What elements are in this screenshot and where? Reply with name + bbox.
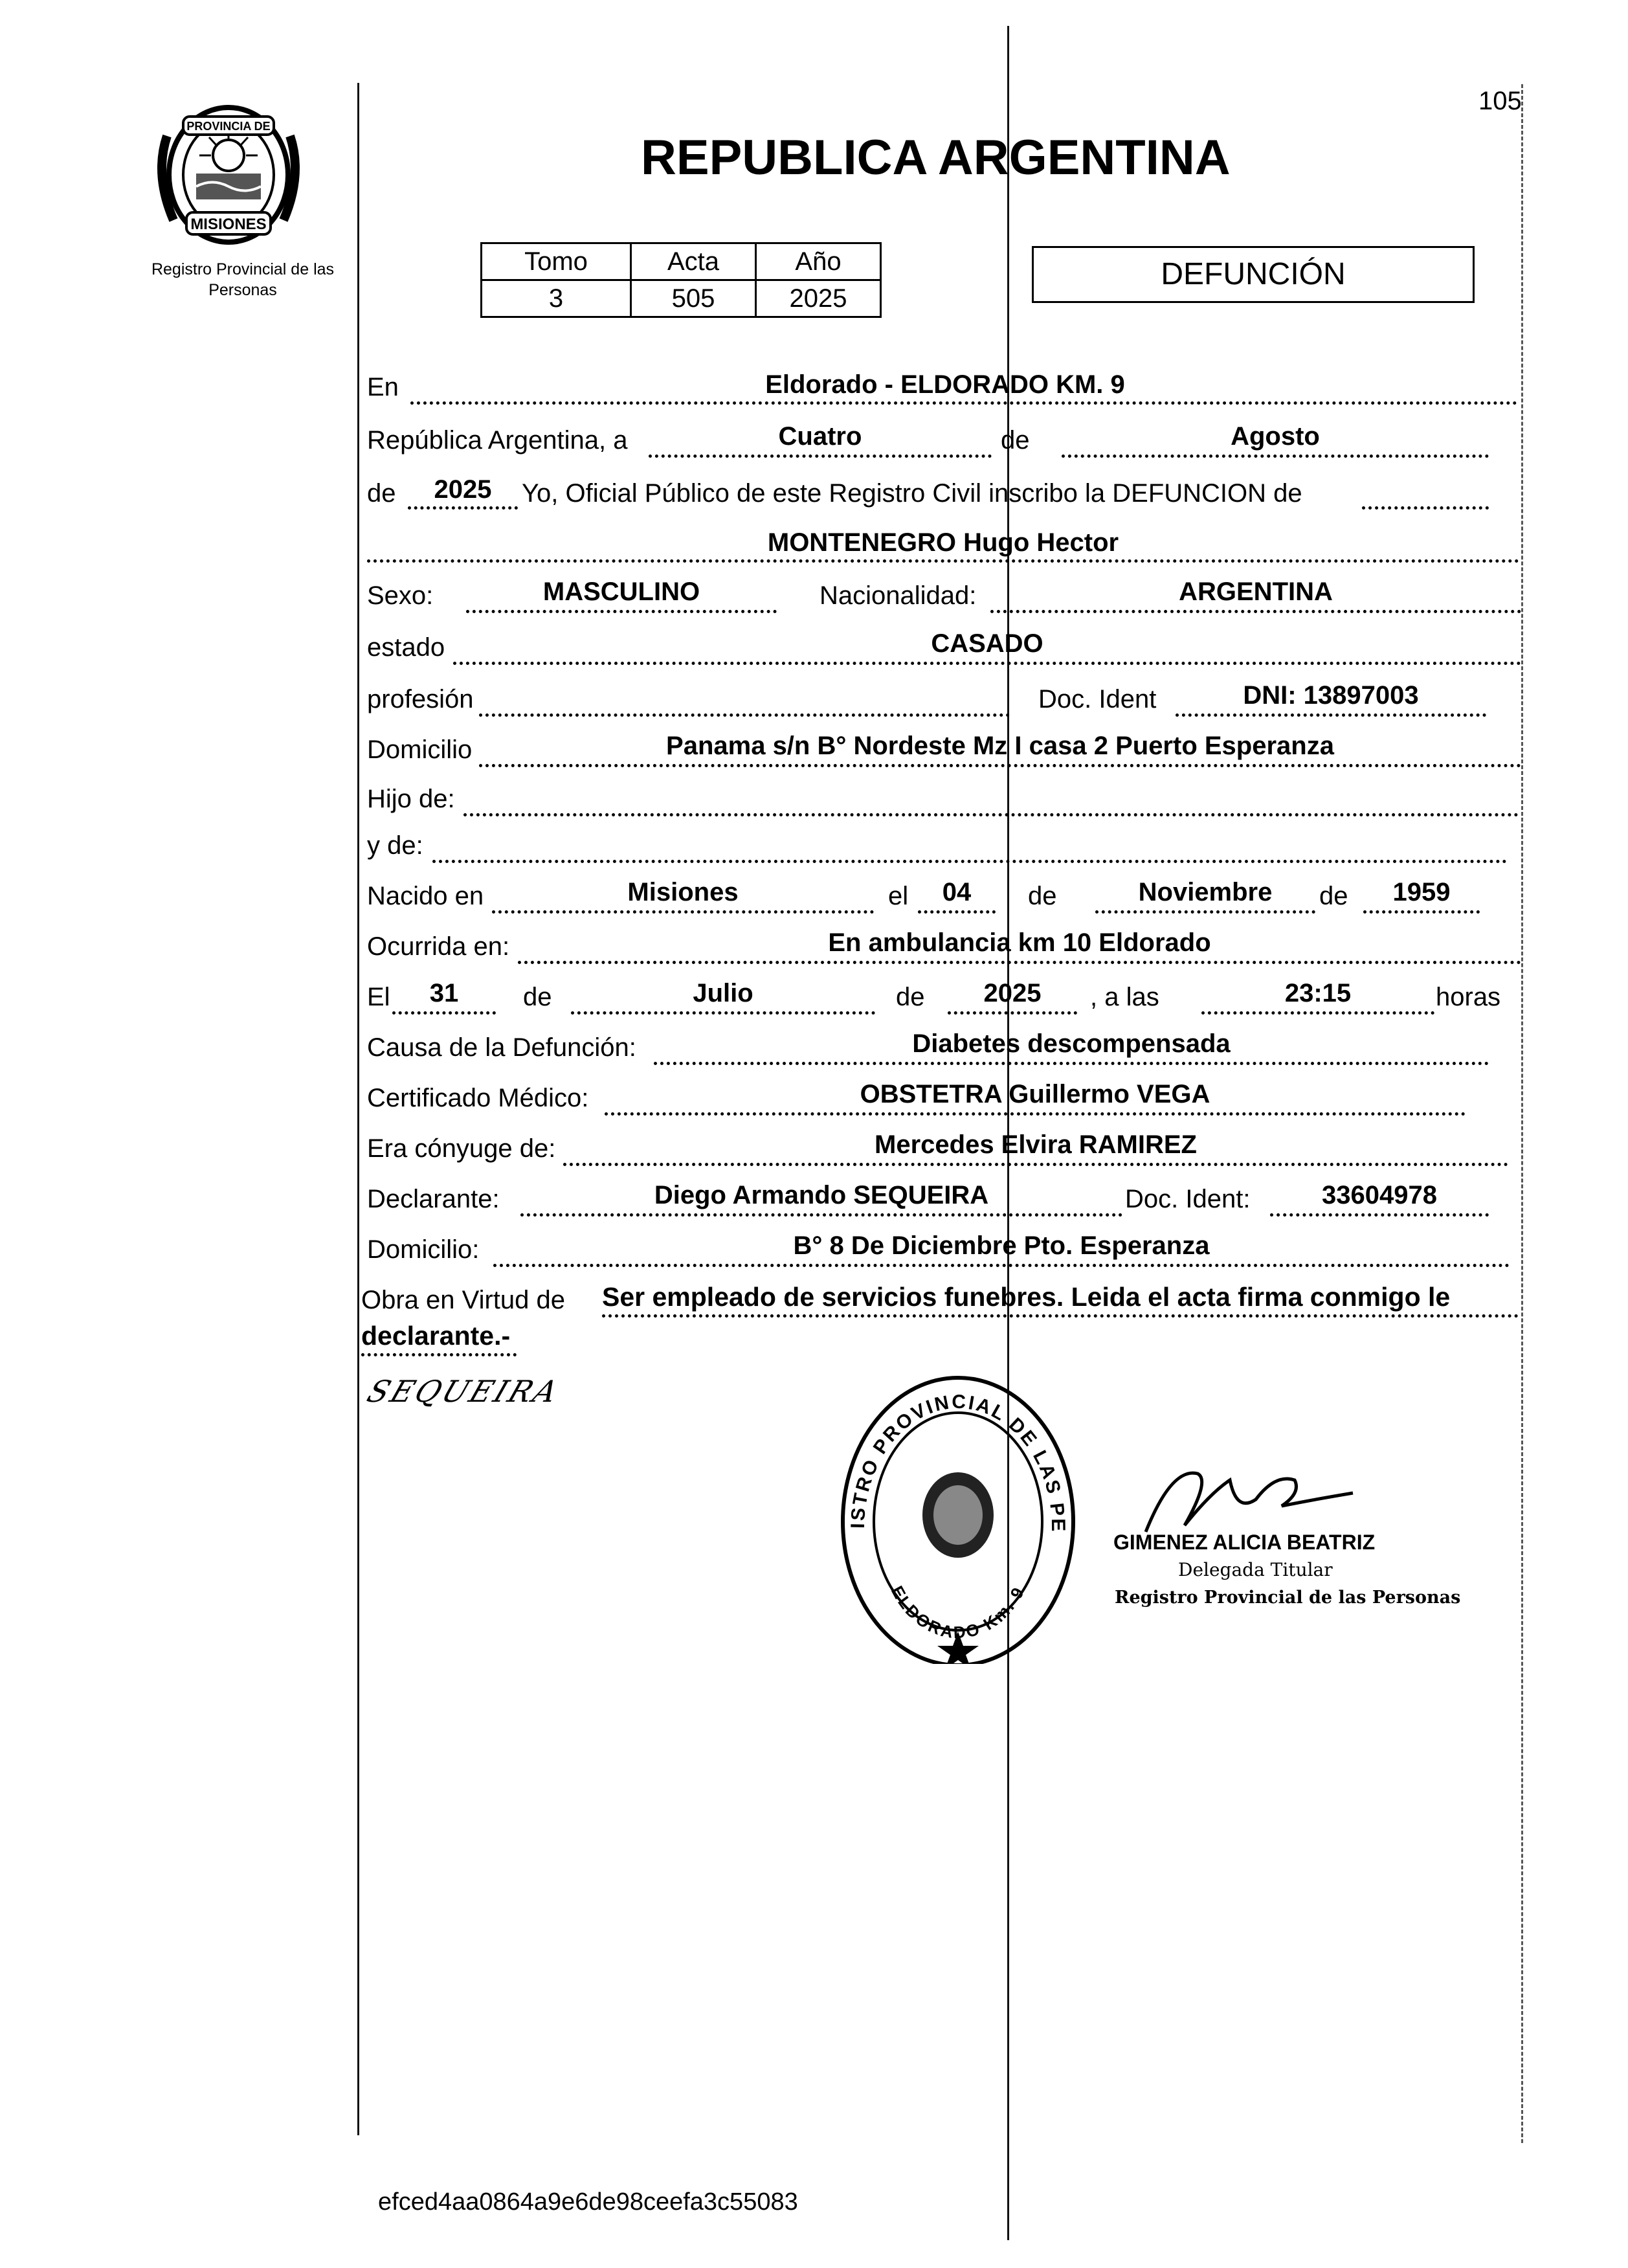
doc: DNI: 13897003	[1243, 681, 1419, 710]
estado-line	[453, 662, 1521, 665]
death-month: Julio	[693, 979, 753, 1007]
year-line	[408, 506, 518, 510]
crest-text-bottom: MISIONES	[190, 216, 267, 233]
profesion-line	[479, 713, 1010, 717]
month-line	[1062, 455, 1489, 458]
domicilio-label: Domicilio	[367, 735, 473, 764]
declarante-label: Declarante:	[367, 1185, 500, 1213]
record-type: DEFUNCIÓN	[1032, 246, 1475, 303]
stamp-text-bottom: ELDORADO Km. 9	[887, 1582, 1029, 1643]
nacionalidad: ARGENTINA	[1179, 578, 1333, 606]
province-crest-icon	[148, 97, 309, 253]
hijo-line	[463, 813, 1519, 816]
causa-line	[654, 1062, 1489, 1065]
nacionalidad-line	[990, 610, 1521, 613]
conyuge-label: Era cónyuge de:	[367, 1134, 556, 1163]
anio-header: Año	[756, 243, 881, 280]
death-year-line	[948, 1011, 1077, 1015]
certificado-label: Certificado Médico:	[367, 1084, 589, 1112]
domicilio2-line	[493, 1264, 1510, 1267]
officer-name: GIMENEZ ALICIA BEATRIZ	[1113, 1531, 1376, 1554]
yde-line	[432, 860, 1507, 863]
causa-label: Causa de la Defunción:	[367, 1033, 636, 1062]
de-label-1: de	[1001, 426, 1030, 455]
death-day: 31	[429, 979, 459, 1007]
el-label-2: El	[367, 983, 390, 1011]
obra-label: Obra en Virtud de	[361, 1286, 566, 1314]
causa: Diabetes descompensada	[912, 1029, 1231, 1058]
statement-line	[1362, 506, 1489, 510]
year-label: de	[367, 479, 396, 508]
estado: CASADO	[931, 629, 1043, 658]
declarant-signature: SEQUEIRA	[362, 1374, 566, 1409]
birth-month: Noviembre	[1138, 878, 1273, 906]
acta-header: Acta	[631, 243, 756, 280]
ocurrida-line	[518, 961, 1521, 964]
nacionalidad-label: Nacionalidad:	[820, 581, 977, 610]
crest-text-top: PROVINCIA DE	[186, 120, 271, 133]
estado-label: estado	[367, 633, 445, 662]
page-number: 105	[1478, 87, 1522, 115]
republic-label: República Argentina, a	[367, 426, 628, 455]
de-label-2: de	[1028, 882, 1057, 910]
yde-label: y de:	[367, 831, 423, 860]
doc2-line	[1270, 1213, 1489, 1217]
day-words-line	[649, 455, 992, 458]
de-label-4: de	[523, 983, 552, 1011]
birth-month-line	[1095, 910, 1315, 914]
document-hash: efced4aa0864a9e6de98ceefa3c55083	[378, 2188, 798, 2216]
birth-year: 1959	[1392, 878, 1451, 906]
conyuge-line	[563, 1163, 1508, 1166]
profesion-label: profesión	[367, 685, 474, 713]
doc2: 33604978	[1322, 1181, 1437, 1209]
declarante: Diego Armando SEQUEIRA	[654, 1181, 989, 1209]
en-line	[410, 401, 1517, 405]
month: Agosto	[1231, 422, 1320, 451]
de-label-5: de	[896, 983, 925, 1011]
page-title: REPUBLICA ARGENTINA	[641, 130, 1231, 185]
death-time-line	[1201, 1011, 1434, 1015]
conyuge: Mercedes Elvira RAMIREZ	[875, 1130, 1197, 1159]
en-value: Eldorado - ELDORADO KM. 9	[765, 370, 1125, 399]
right-margin-line	[1521, 84, 1523, 2143]
official-stamp-icon	[835, 1366, 1081, 1664]
officer-office: Registro Provincial de las Personas	[1115, 1588, 1461, 1608]
obra-dots-2	[361, 1353, 517, 1356]
doc-line	[1176, 713, 1486, 717]
certificado: OBSTETRA Guillermo VEGA	[860, 1080, 1210, 1108]
doc-label: Doc. Ident	[1038, 685, 1157, 713]
obra-line-2: declarante.-	[361, 1321, 511, 1351]
sexo-label: Sexo:	[367, 581, 434, 610]
declarante-line	[520, 1213, 1122, 1217]
obra-line-1: Ser empleado de servicios funebres. Leida el acta firma conmigo le	[602, 1282, 1451, 1312]
acta-value: 505	[631, 280, 756, 317]
anio-value: 2025	[756, 280, 881, 317]
en-label: En	[367, 373, 399, 401]
death-month-line	[571, 1011, 875, 1015]
obra-dots-1	[602, 1314, 1519, 1318]
deceased-name-line	[367, 559, 1519, 563]
domicilio: Panama s/n B° Nordeste Mz I casa 2 Puerto Esperanza	[666, 732, 1334, 760]
birth-day: 04	[942, 878, 972, 906]
death-day-line	[392, 1011, 496, 1015]
birth-year-line	[1363, 910, 1480, 914]
death-year: 2025	[983, 979, 1042, 1007]
tomo-header: Tomo	[482, 243, 631, 280]
sexo-line	[466, 610, 777, 613]
birth-day-line	[918, 910, 996, 914]
domicilio2: B° 8 De Diciembre Pto. Esperanza	[793, 1231, 1210, 1260]
year: 2025	[434, 475, 492, 504]
de-label-3: de	[1319, 882, 1348, 910]
certificado-line	[605, 1112, 1466, 1116]
domicilio2-label: Domicilio:	[367, 1235, 480, 1264]
record-table	[480, 242, 882, 318]
death-time: 23:15	[1284, 979, 1352, 1007]
deceased-name: MONTENEGRO Hugo Hector	[767, 528, 1119, 557]
nacido-line	[492, 910, 874, 914]
statement: Yo, Oficial Público de este Registro Civil inscribo la DEFUNCION de	[522, 479, 1302, 508]
day-words: Cuatro	[778, 422, 862, 451]
officer-title: Delegada Titular	[1178, 1559, 1333, 1580]
nacido-label: Nacido en	[367, 882, 484, 910]
tomo-value: 3	[482, 280, 631, 317]
stamp-text-top: ISTRO PROVINCIAL DE LAS PE	[847, 1391, 1069, 1534]
ocurrida: En ambulancia km 10 Eldorado	[828, 928, 1211, 957]
el-label: el	[888, 882, 909, 910]
left-margin-line	[357, 83, 359, 2135]
domicilio-line	[479, 764, 1521, 767]
ocurrida-label: Ocurrida en:	[367, 932, 510, 961]
horas-label: horas	[1436, 983, 1501, 1011]
registry-name: Registro Provincial de las Personas	[151, 260, 335, 299]
alas-label: , a las	[1090, 983, 1159, 1011]
hijo-label: Hijo de:	[367, 785, 455, 813]
sexo: MASCULINO	[542, 578, 700, 606]
nacido: Misiones	[627, 878, 739, 906]
doc2-label: Doc. Ident:	[1125, 1185, 1251, 1213]
